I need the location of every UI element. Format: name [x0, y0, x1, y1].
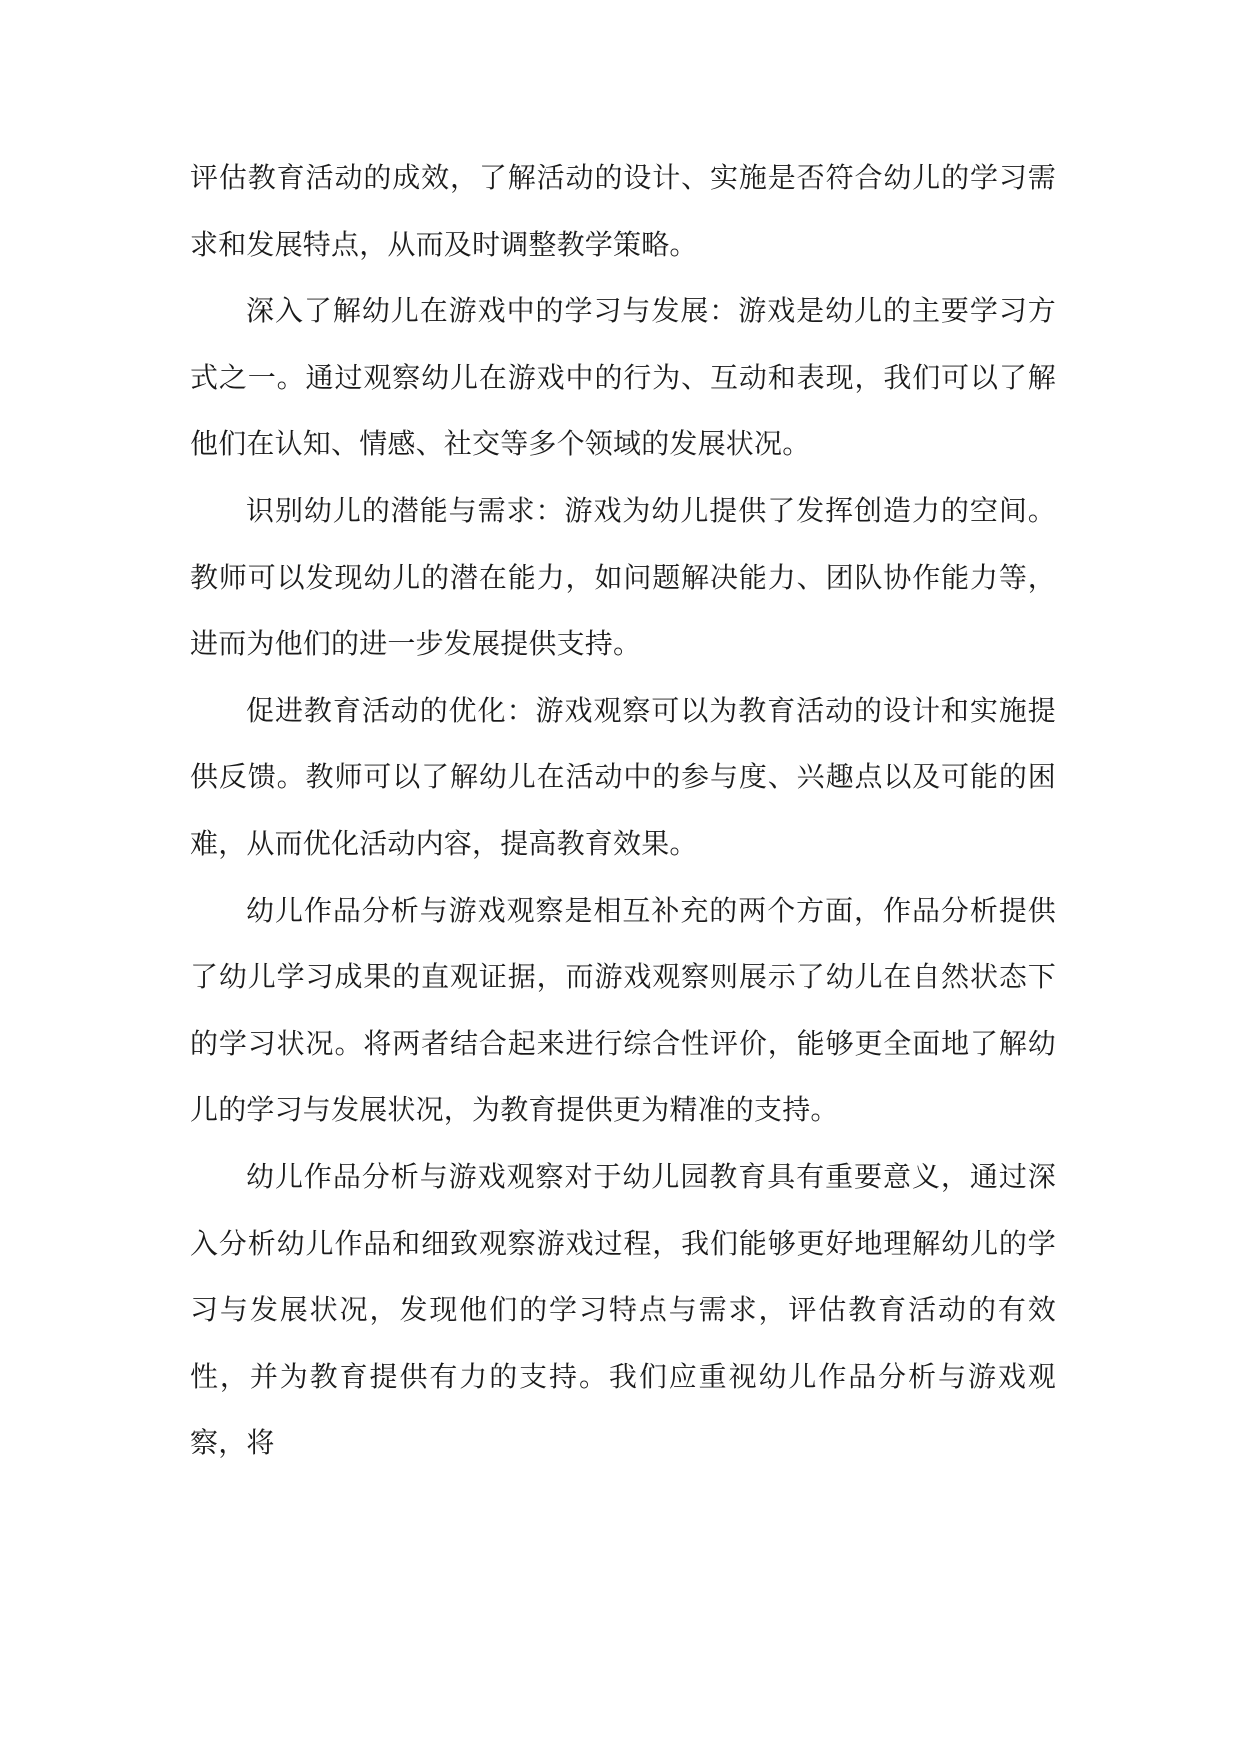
paragraph-activity-optimization: 促进教育活动的优化：游戏观察可以为教育活动的设计和实施提供反馈。教师可以了解幼儿在活动中的参与度、兴趣点以及可能的困难，从而优化活动内容，提高教育效果。 [190, 693, 1056, 860]
paragraph-complementary: 幼儿作品分析与游戏观察是相互补充的两个方面，作品分析提供了幼儿学习成果的直观证据，而游戏观察则展示了幼儿在自然状态下的学习状况。将两者结合起来进行综合性评价，能够更全面地了解幼儿的学习与发展状况，为教育提供更为精准的支持。 [190, 893, 1056, 1127]
paragraph-continued: 评估教育活动的成效，了解活动的设计、实施是否符合幼儿的学习需求和发展特点，从而及时调整教学策略。 [190, 161, 1056, 261]
paragraph-potential-needs: 识别幼儿的潜能与需求：游戏为幼儿提供了发挥创造力的空间。教师可以发现幼儿的潜在能力，如问题解决能力、团队协作能力等，进而为他们的进一步发展提供支持。 [190, 493, 1056, 661]
paragraph-game-learning: 深入了解幼儿在游戏中的学习与发展：游戏是幼儿的主要学习方式之一。通过观察幼儿在游戏中的行为、互动和表现，我们可以了解他们在认知、情感、社交等多个领域的发展状况。 [190, 294, 1056, 461]
body-text [190, 145, 1056, 1477]
paragraph-conclusion: 幼儿作品分析与游戏观察对于幼儿园教育具有重要意义，通过深入分析幼儿作品和细致观察游戏过程，我们能够更好地理解幼儿的学习与发展状况，发现他们的学习特点与需求，评估教育活动的有效性，并为教育提供有力的支持。我们应重视幼儿作品分析与游戏观察，将 [190, 1159, 1056, 1460]
